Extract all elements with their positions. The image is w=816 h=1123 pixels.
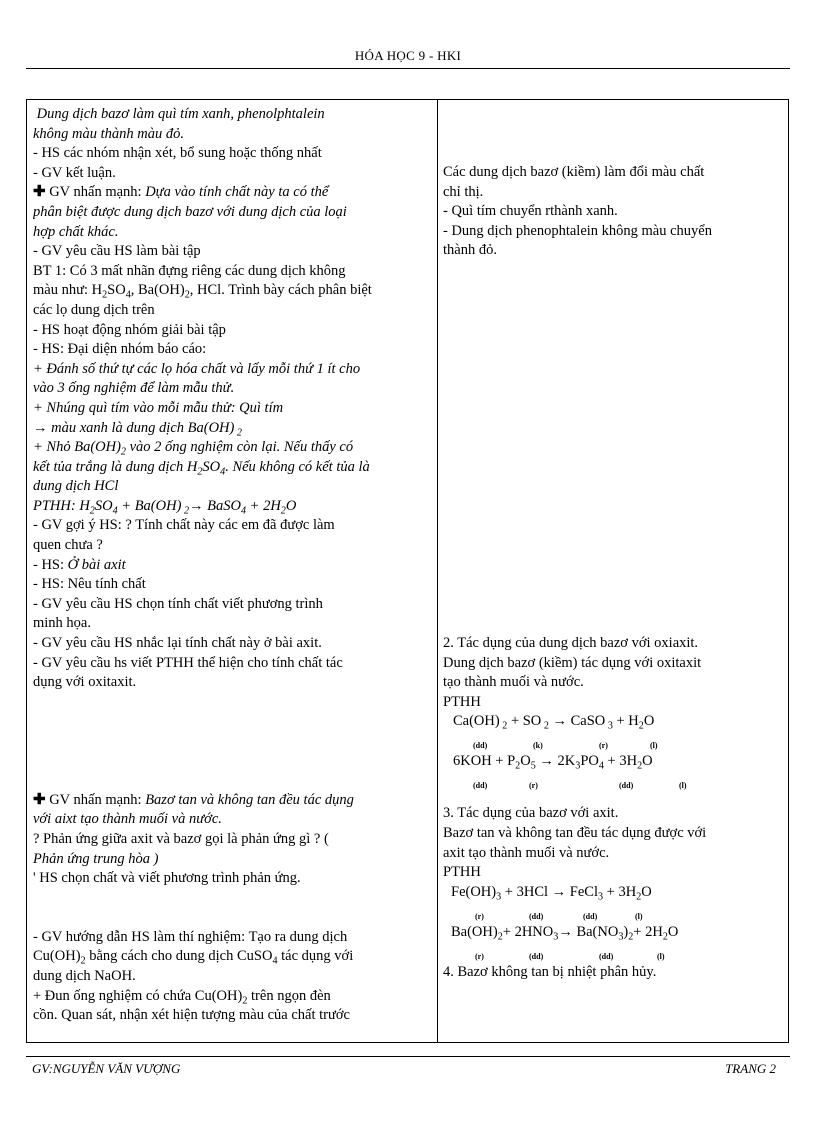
text-line: ? Phản ứng giữa axit và bazơ gọi là phản ứng gì ? (: [33, 831, 329, 847]
state-label: (dd): [473, 741, 488, 751]
arrow-right-icon: →: [558, 923, 573, 940]
arrow-right-icon: →: [189, 497, 204, 514]
state-label: (dd): [473, 781, 488, 791]
text-line: - HS: Nêu tính chất: [33, 576, 146, 593]
text-line: dung dịch NaOH.: [33, 967, 136, 984]
text-line: - HS hoạt động nhóm giải bài tập: [33, 321, 226, 338]
text-line: thành đỏ.: [443, 242, 497, 259]
text-line: axit tạo thành muối và nước.: [443, 844, 610, 861]
equation-koh-p2o5: $6KOH + P_2O_5 \to 2K_3PO_4 + 3H_2O$ (dd) (r) (dd) (l): [443, 752, 785, 792]
text-line: với aixt tạo thành muối và nước.: [33, 811, 222, 828]
state-label: (dd): [529, 911, 544, 921]
text-line: dụng với oxitaxit.: [33, 674, 137, 691]
text-line: không màu thành màu đỏ.: [33, 125, 185, 142]
text-line: - GV gợi ý HS: ? Tính chất này các em đã được làm: [33, 517, 335, 534]
text-line: Các dung dịch bazơ (kiềm) làm đổi màu chất: [443, 164, 705, 180]
text-line: - HS các nhóm nhận xét, bổ sung hoặc thống nhất: [33, 145, 322, 162]
text-line: 2. Tác dụng của dung dịch bazơ với oxiaxit.: [443, 634, 699, 651]
text-line: Bazơ tan và không tan đều tác dụng được với: [443, 824, 707, 841]
header-rule: [26, 68, 790, 69]
text-line: PTHH: [443, 693, 481, 710]
state-label: (dd): [529, 951, 544, 961]
text-line: quen chưa ?: [33, 537, 103, 554]
text-line: kết tủa trắng là dung dịch $H_2SO_4$. Nếu không có kết tủa là: [33, 458, 370, 478]
equation-fe-oh-hcl: $Fe(OH)_3 + 3HCl$ → FeCl$_3$ + $3H_2O$ (r) (dd) (dd) (l): [443, 883, 785, 923]
text-line: - HS: Đại diện nhóm báo cáo:: [33, 341, 207, 358]
state-label: (dd): [619, 781, 634, 791]
state-label: (r): [475, 951, 484, 961]
state-label: (l): [650, 741, 658, 751]
text-line: hợp chất khác.: [33, 223, 119, 240]
arrow-right-icon: →: [551, 883, 567, 900]
state-label: (r): [529, 781, 538, 791]
state-label: (dd): [583, 911, 598, 921]
text-line: ✚ GV nhấn mạnh: Dựa vào tính chất này ta có thể: [33, 184, 329, 201]
text-line: vào 3 ống nghiệm để làm mẫu thử.: [33, 380, 235, 397]
arrow-right-icon: →: [33, 419, 48, 436]
text-line: màu như: $H_2SO_4$, $Ba(OH)_2$, HCl. Trình bày cách phân biệt: [33, 282, 372, 301]
text-line: - GV yêu cầu hs viết PTHH thể hiện cho tính chất tác: [33, 654, 343, 671]
text-line: ' HS chọn chất và viết phương trình phản ứng.: [33, 870, 301, 887]
text-line: minh họa.: [33, 615, 91, 632]
text-line: - Quì tím chuyển rthành xanh.: [443, 203, 618, 220]
state-label: (r): [475, 911, 484, 921]
column-divider: [437, 100, 438, 1042]
text-line: + Đánh số thứ tự các lọ hóa chất và lấy mỗi thứ 1 ít cho: [33, 360, 361, 377]
footer-rule: [26, 1056, 790, 1057]
footer-author: GV:NGUYỄN VĂN VƯỢNG: [32, 1061, 181, 1076]
page-header: HÓA HỌC 9 - HKI: [354, 48, 462, 63]
text-line: - GV kết luận.: [33, 164, 116, 181]
text-line: + Đun ống nghiệm có chứa $Cu(OH)_2$ trên ngọn đèn: [33, 987, 331, 1007]
text-line: 3. Tác dụng của bazơ với axit.: [443, 805, 619, 822]
text-line: - Dung dịch phenophtalein không màu chuyển: [443, 222, 712, 239]
text-line: - GV hướng dẫn HS làm thí nghiệm: Tạo ra dung dịch: [33, 928, 348, 945]
state-label: (l): [679, 781, 687, 791]
text-line: $Cu(OH)_2$ bằng cách cho dung dịch CuSO$_4$ tác dụng với: [33, 948, 354, 967]
state-label: (l): [635, 911, 643, 921]
text-line: các lọ dung dịch trên: [33, 301, 155, 318]
lesson-content: [443, 105, 785, 982]
text-line: tạo thành muối và nước.: [443, 674, 584, 691]
text-line: 4. Bazơ không tan bị nhiệt phân hủy.: [443, 963, 657, 980]
arrow-right-icon: →: [548, 713, 571, 730]
text-line: → màu xanh là dung dịch Ba(OH) $_2$: [33, 419, 242, 439]
state-label: (r): [599, 741, 608, 751]
plus-icon: ✚: [33, 184, 46, 201]
text-line: - GV yêu cầu HS làm bài tập: [33, 243, 201, 260]
text-line: dung dịch HCl: [33, 478, 119, 495]
text-line: ✚ GV nhấn mạnh: Bazơ tan và không tan đều tác dụng: [33, 791, 354, 808]
state-label: (l): [657, 951, 665, 961]
text-line: + Nhỏ $Ba(OH)_2$ vào 2 ống nghiệm còn lại. Nếu thấy có: [33, 439, 354, 458]
text-line: Phản ứng trung hòa ): [33, 850, 159, 867]
state-label: (dd): [599, 951, 614, 961]
text-line: PTHH: $H_2SO_4 + Ba(OH)$ $_2$→ BaSO$_4$ + $2H_2O$: [33, 497, 297, 517]
text-line: - GV yêu cầu HS nhắc lại tính chất này ở bài axit.: [33, 635, 322, 652]
equation-ba-oh-hno3: $Ba(OH)_2+ 2HNO_3\to Ba(NO_3)_2+ 2H_2O$ (r) (dd) (dd) (l): [443, 923, 785, 963]
arrow-right-icon: →: [535, 753, 558, 770]
text-line: cồn. Quan sát, nhận xét hiện tượng màu của chất trước: [33, 1007, 350, 1024]
text-line: Dung dịch bazơ làm quì tím xanh, phenolphtalein: [36, 106, 325, 122]
footer-page-number: TRANG 2: [725, 1061, 776, 1076]
text-line: + Nhúng quì tím vào mỗi mẫu thử: Quì tím: [33, 399, 284, 416]
text-line: PTHH: [443, 864, 481, 881]
teacher-student-activities: [33, 105, 432, 1026]
plus-icon: ✚: [33, 791, 46, 808]
equation-ca-oh-so2: Ca(OH) $_2$ + SO $_2$ → CaSO $_3 + H_2O$ (dd) (k) (r) (l): [443, 712, 785, 752]
text-line: BT 1: Có 3 mất nhãn đựng riêng các dung dịch không: [33, 262, 346, 279]
text-line: phân biệt được dung dịch bazơ với dung dịch của loại: [33, 203, 347, 220]
text-line: - GV yêu cầu HS chọn tính chất viết phương trình: [33, 595, 323, 612]
state-label: (k): [533, 741, 543, 751]
text-line: chỉ thị.: [443, 183, 484, 200]
text-line: - HS: Ở bài axit: [33, 556, 126, 573]
lesson-table: [26, 99, 789, 1043]
text-line: Dung dịch bazơ (kiềm) tác dụng với oxitaxit: [443, 654, 702, 671]
